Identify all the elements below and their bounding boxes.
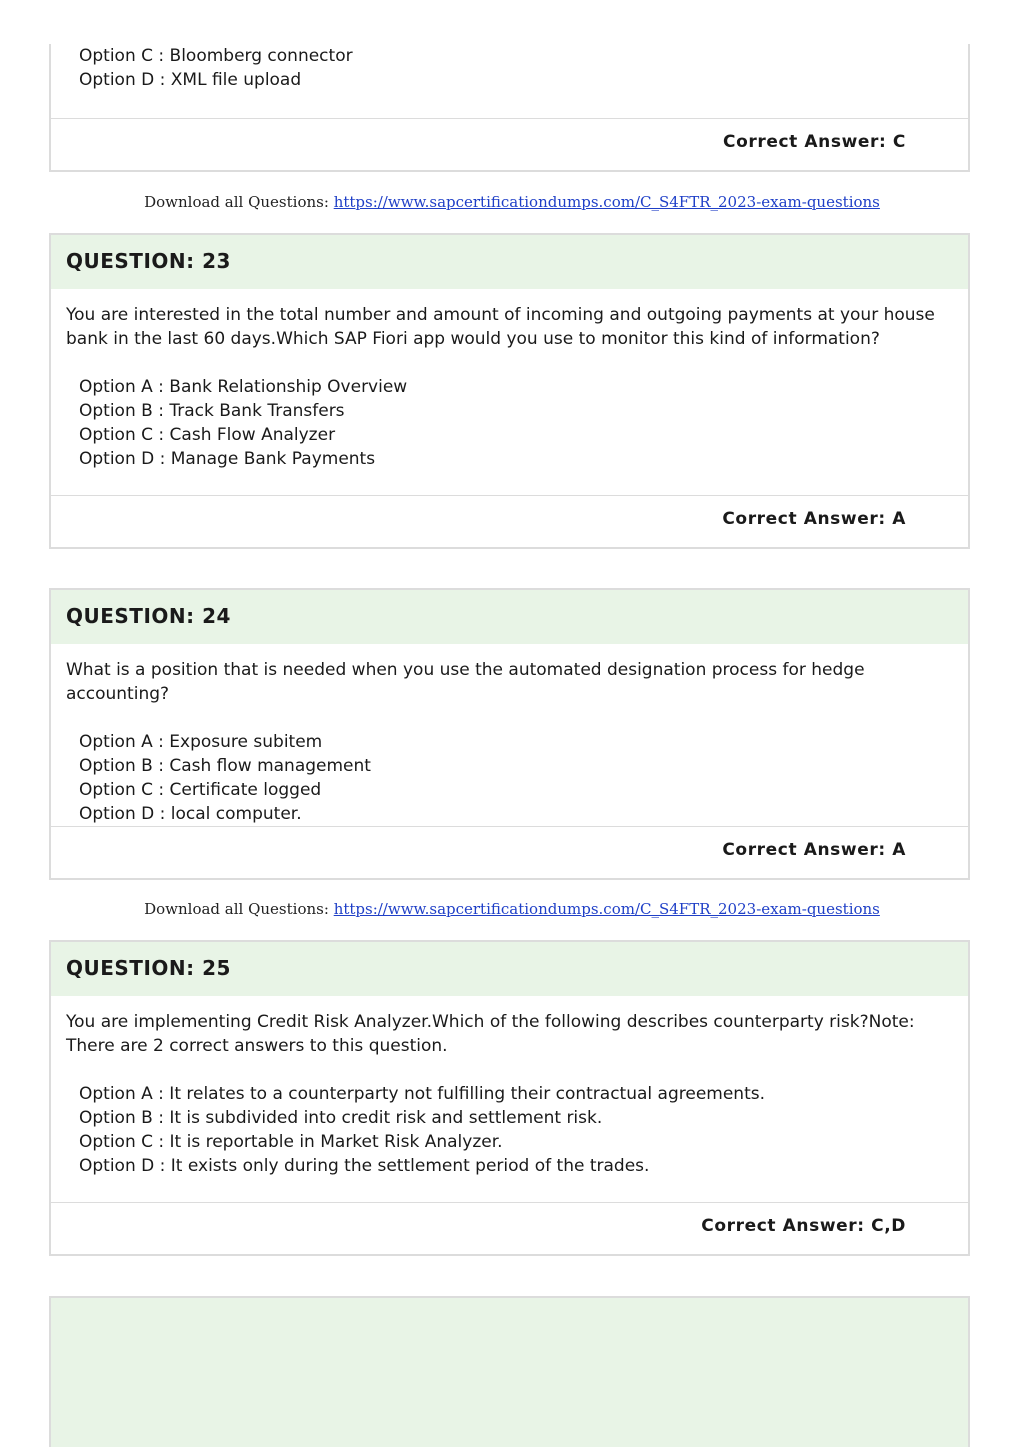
- option-d: Option D : It exists only during the settlement period of the trades.: [79, 1156, 650, 1176]
- question-card-fragment: [49, 44, 970, 172]
- question-body: [51, 996, 968, 1178]
- option-c: Option C : Cash Flow Analyzer: [79, 425, 336, 445]
- question-text: You are implementing Credit Risk Analyzer.Which of the following describes counterparty risk?Note: There are 2 correct answers to this question.: [66, 1012, 915, 1056]
- question-header: QUESTION: 23: [51, 235, 968, 289]
- question-header: QUESTION: 24: [51, 590, 968, 644]
- download-link[interactable]: https://www.sapcertificationdumps.com/C_S4FTR_2023-exam-questions: [333, 193, 880, 211]
- options-list: [66, 730, 953, 826]
- question-text: What is a position that is needed when you use the automated designation process for hedge accounting?: [66, 660, 865, 704]
- question-card-next: [49, 1296, 970, 1447]
- question-card: [49, 940, 970, 1256]
- options-list: [66, 375, 953, 471]
- answer-row: [51, 826, 968, 878]
- download-line: [0, 900, 1024, 918]
- option-c: Option C : It is reportable in Market Risk Analyzer.: [79, 1132, 503, 1152]
- download-label: Download all Questions:: [144, 193, 329, 211]
- answer-row: [51, 1202, 968, 1254]
- option-d: Option D : XML file upload: [79, 70, 302, 90]
- option-b: Option B : Track Bank Transfers: [79, 401, 345, 421]
- question-card: [49, 588, 970, 880]
- question-card: [49, 233, 970, 549]
- correct-answer: Correct Answer: C: [723, 132, 906, 152]
- option-c: Option C : Bloomberg connector: [79, 46, 353, 66]
- option-a: Option A : It relates to a counterparty not fulfilling their contractual agreements.: [79, 1084, 765, 1104]
- option-c: Option C : Certificate logged: [79, 780, 322, 800]
- download-line: [0, 193, 1024, 211]
- options-list: [66, 1082, 953, 1178]
- question-header: QUESTION: 25: [51, 942, 968, 996]
- download-link[interactable]: https://www.sapcertificationdumps.com/C_S4FTR_2023-exam-questions: [333, 900, 880, 918]
- option-d: Option D : Manage Bank Payments: [79, 449, 376, 469]
- correct-answer: Correct Answer: A: [722, 509, 906, 529]
- option-b: Option B : It is subdivided into credit risk and settlement risk.: [79, 1108, 603, 1128]
- option-a: Option A : Exposure subitem: [79, 732, 323, 752]
- download-label: Download all Questions:: [144, 900, 329, 918]
- answer-row: [51, 118, 968, 170]
- correct-answer: Correct Answer: C,D: [701, 1216, 906, 1236]
- correct-answer: Correct Answer: A: [722, 840, 906, 860]
- question-body: [51, 44, 968, 92]
- option-a: Option A : Bank Relationship Overview: [79, 377, 408, 397]
- question-body: [51, 644, 968, 826]
- options-list: [66, 44, 953, 92]
- question-text: You are interested in the total number and amount of incoming and outgoing payments at your house bank in the last 60 days.Which SAP Fiori app would you use to monitor this kind of information?: [66, 305, 935, 349]
- option-b: Option B : Cash flow management: [79, 756, 371, 776]
- option-d: Option D : local computer.: [79, 804, 302, 824]
- answer-row: [51, 495, 968, 547]
- question-body: [51, 289, 968, 471]
